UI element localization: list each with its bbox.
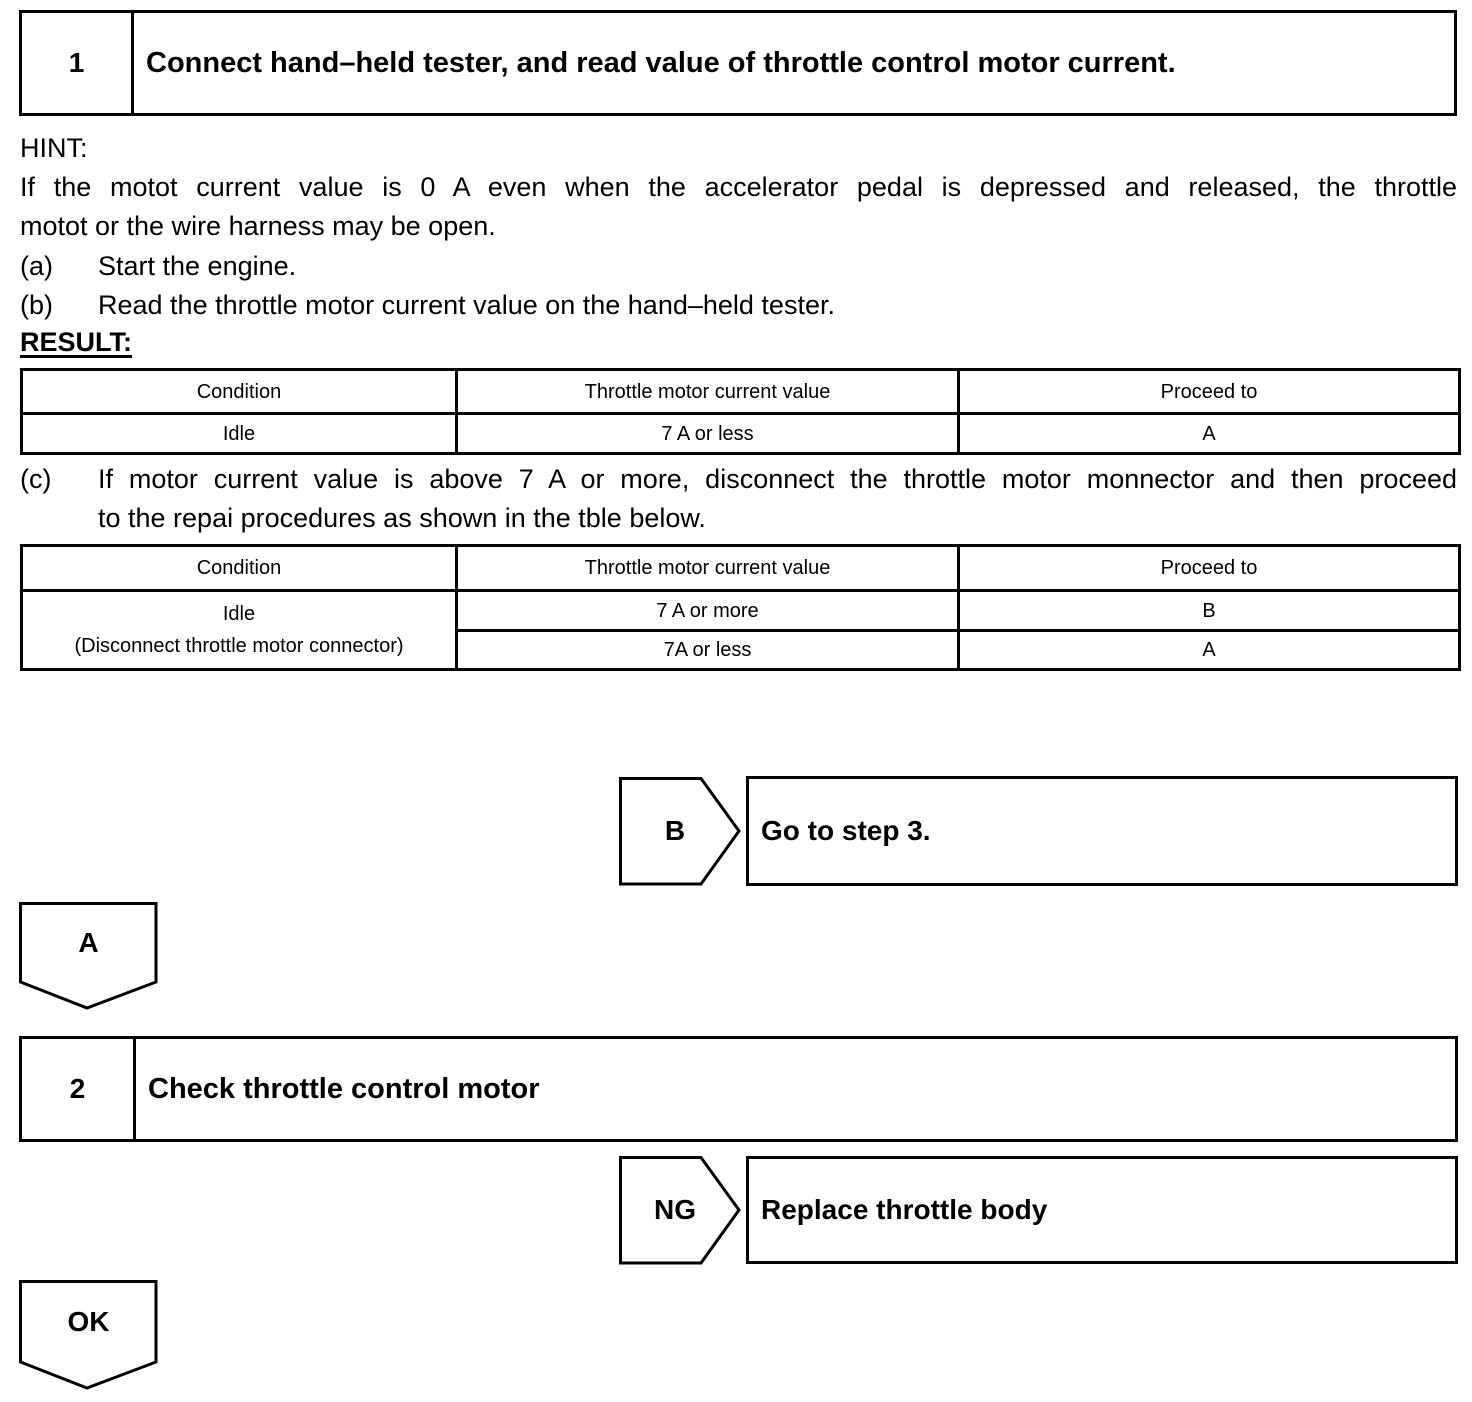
step-2-title: Check throttle control motor (148, 1072, 540, 1105)
step-b (20, 286, 835, 325)
table-2-header-proceed: Proceed to (959, 546, 1460, 591)
flow-a-label: A (78, 927, 99, 958)
table-2-condition-line-2: (Disconnect throttle motor connector) (74, 635, 404, 657)
table-2-cell: B (959, 591, 1460, 631)
table-2-condition-line-1: Idle (222, 603, 256, 625)
flow-b-action-box: Go to step 3. (746, 776, 1458, 886)
step-1-title: Connect hand–held tester, and read value of throttle control motor current. (146, 46, 1176, 79)
step-b-label: (b) (20, 290, 53, 320)
step-a-label: (a) (20, 251, 53, 281)
table-2-cell: 7 A or more (457, 591, 959, 631)
table-1-cell: Idle (22, 414, 457, 454)
table-1-header-condition: Condition (22, 370, 457, 414)
step-c-label: (c) (20, 464, 52, 494)
step-1-header (19, 10, 1457, 116)
table-2-header-condition: Condition (22, 546, 457, 591)
result-table-1 (20, 368, 1461, 455)
result-table-2 (20, 544, 1461, 671)
table-2-header-current: Throttle motor current value (457, 546, 959, 591)
table-2-cell: 7A or less (457, 631, 959, 670)
table-2-condition-cell (22, 591, 457, 670)
flow-ng-label: NG (654, 1194, 696, 1225)
hint-text-line-1: If the motot current value is 0 A even when the accelerator pedal is depressed and released, the throttle (20, 172, 1457, 202)
hint-text-line-2: motot or the wire harness may be open. (20, 211, 496, 241)
table-2-cell: A (959, 631, 1460, 670)
table-1-cell: A (959, 414, 1460, 454)
step-1-number: 1 (22, 13, 134, 113)
step-a-text: Start the engine. (98, 251, 297, 281)
flow-ng-action-box: Replace throttle body (746, 1156, 1458, 1264)
step-b-text: Read the throttle motor current value on the hand–held tester. (98, 290, 835, 320)
result-label: RESULT: (20, 327, 132, 357)
step-2-header (19, 1036, 1458, 1142)
step-c-line-2: to the repai procedures as shown in the tble below. (98, 503, 706, 533)
step-c-line-1: If motor current value is above 7 A or more, disconnect the throttle motor monnector and then proceed (98, 464, 1457, 494)
step-a (20, 247, 296, 286)
hint-label: HINT: (20, 133, 88, 163)
step-2-number: 2 (22, 1039, 136, 1139)
table-1-header-proceed: Proceed to (959, 370, 1460, 414)
flow-b-label: B (664, 815, 686, 846)
table-1-header-current: Throttle motor current value (457, 370, 959, 414)
flow-ok-label: OK (67, 1306, 110, 1337)
table-1-cell: 7 A or less (457, 414, 959, 454)
